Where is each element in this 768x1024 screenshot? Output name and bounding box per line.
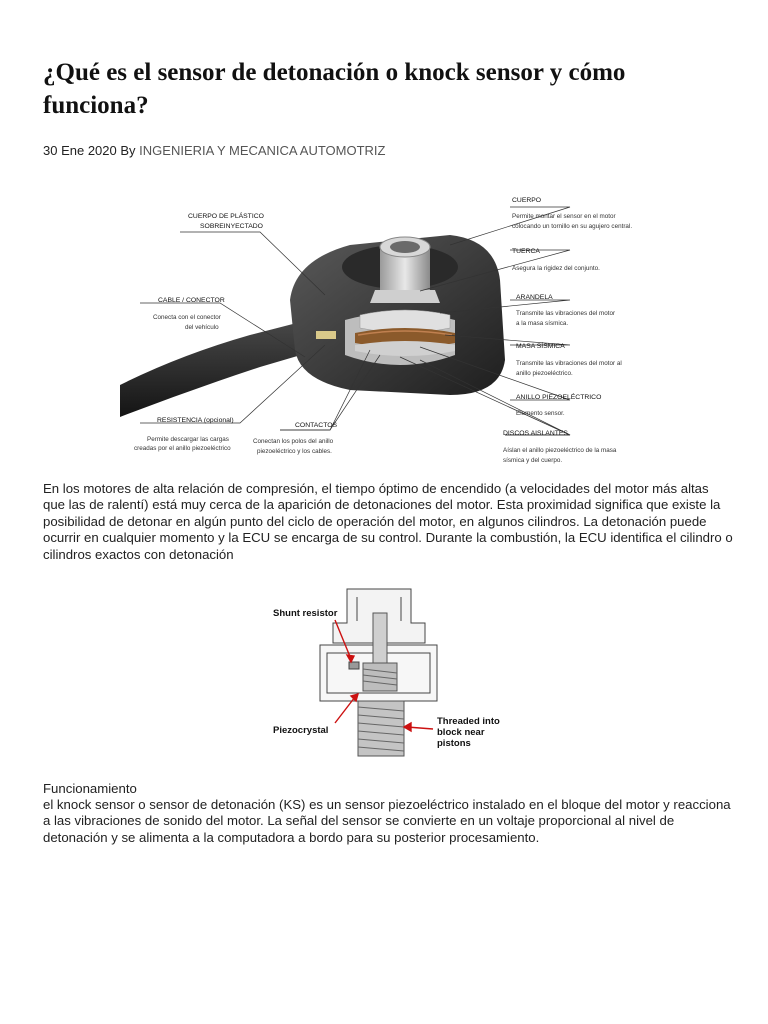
article-meta <box>43 143 385 158</box>
label-discos-desc-1: Aíslan el anillo piezoeléctrico de la masa <box>503 447 617 454</box>
section-heading: Funcionamiento <box>43 781 137 796</box>
label-masa: MASA SÍSMICA <box>516 343 565 350</box>
label-cuerpo-desc-1: Permite montar el sensor en el motor <box>512 213 616 220</box>
label-cuerpo-plastico-1: CUERPO DE PLÁSTICO <box>188 213 264 220</box>
author-link[interactable]: INGENIERIA Y MECANICA AUTOMOTRIZ <box>139 143 386 158</box>
shunt-resistor-part <box>349 662 359 669</box>
label-tuerca-desc: Asegura la rigidez del conjunto. <box>512 265 600 272</box>
knock-sensor-section-figure <box>265 583 510 763</box>
label-masa-desc-2: anillo piezoeléctrico. <box>516 370 573 377</box>
label-discos-desc-2: sísmica y del cuerpo. <box>503 457 563 464</box>
label-resistencia-desc-1: Permite descargar las cargas <box>147 436 229 443</box>
label-arandela: ARANDELA <box>516 294 553 301</box>
label-discos: DISCOS AISLANTES <box>503 430 568 437</box>
label-threaded-3: pistons <box>437 738 471 749</box>
label-contactos-desc-1: Conectan los polos del anillo <box>253 438 334 445</box>
article-title: ¿Qué es el sensor de detonación o knock sensor y cómo funciona? <box>43 59 626 119</box>
label-arandela-desc-1: Transmite las vibraciones del motor <box>516 310 616 317</box>
label-contactos-desc-2: piezoeléctrico y los cables. <box>257 448 332 455</box>
label-threaded-1: Threaded into <box>437 716 500 727</box>
label-shunt-resistor: Shunt resistor <box>273 608 338 619</box>
label-contactos: CONTACTOS <box>295 422 338 429</box>
label-threaded-2: block near <box>437 727 485 738</box>
knock-sensor-cutaway-figure <box>120 185 650 470</box>
label-cuerpo: CUERPO <box>512 197 542 204</box>
label-masa-desc-1: Transmite las vibraciones del motor al <box>516 360 622 367</box>
label-resistencia-desc-2: creadas por el anillo piezoeléctrico <box>134 445 231 452</box>
label-cuerpo-plastico-2: SOBREINYECTADO <box>200 223 263 230</box>
label-tuerca: TUERCA <box>512 248 540 255</box>
label-arandela-desc-2: a la masa sísmica. <box>516 320 569 327</box>
label-cable-desc-1: Conecta con el conector <box>153 314 221 321</box>
label-anillo: ANILLO PIEZOELÉCTRICO <box>516 394 602 401</box>
article-date: 30 Ene 2020 <box>43 143 117 158</box>
label-cable-desc-2: del vehículo <box>185 324 219 331</box>
paragraph-funcionamiento: el knock sensor o sensor de detonación (KS) es un sensor piezoeléctrico instalado en el bloque del motor y reacciona a las vibraciones de sonido del motor. La señal del sensor se convierte en un voltaje proporcional al nivel de detonación y se alimenta a la computadora a bordo para su posterior procesamiento. <box>43 797 731 845</box>
label-piezocrystal: Piezocrystal <box>273 725 329 736</box>
section-threads <box>358 701 404 756</box>
label-anillo-desc: Elemento sensor. <box>516 410 565 417</box>
label-resistencia: RESISTENCIA (opcional) <box>157 417 234 424</box>
label-cable-conector: CABLE / CONECTOR <box>158 297 225 304</box>
paragraph-intro: En los motores de alta relación de compresión, el tiempo óptimo de encendido (a velocidades del motor más altas que las de ralentí) está muy cerca de la aparición de detonaciones del motor. Esta proximidad significa que existe la posibilidad de detonar en algún punto del ciclo de operación del motor, en algunos cilindros. La detonación puede ocurrir en cualquier momento y la ECU se encarga de su control. Durante la combustión, la ECU identifica el cilindro o cilindros exactos con detonación <box>43 481 733 562</box>
label-cuerpo-desc-2: colocando un tornillo en su agujero central. <box>512 223 633 230</box>
by-label: By <box>120 143 136 158</box>
